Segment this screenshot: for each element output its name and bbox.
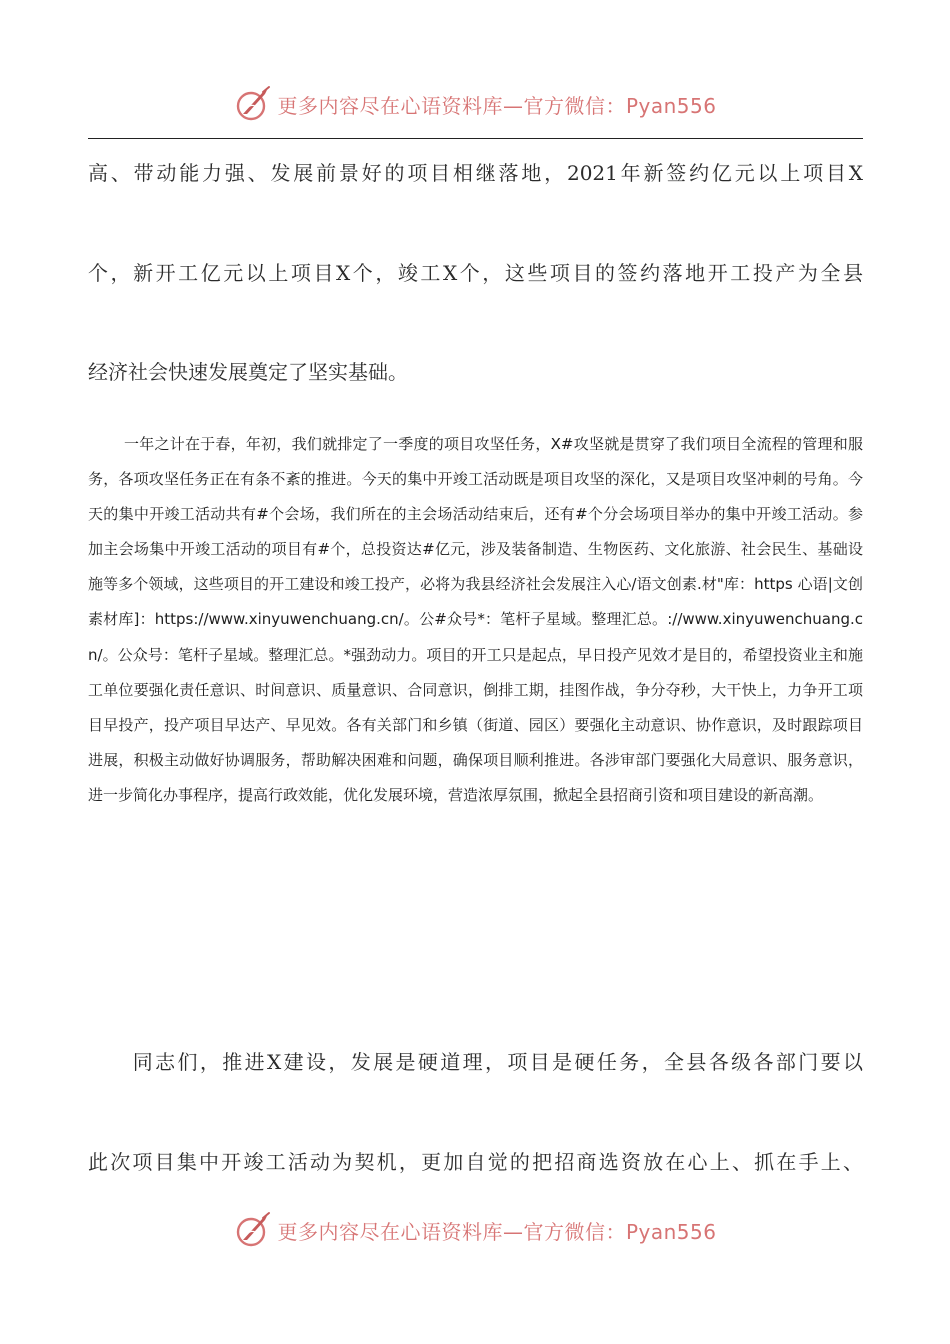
quill-pen-icon [233,1210,273,1250]
para1-line-3: 经济社会快速发展奠定了坚实基础。 [88,360,408,384]
footer-banner-text: 更多内容尽在心语资料库—官方微信：Pyan556 [277,1219,717,1244]
para3-line-2: 此次项目集中开竣工活动为契机，更加自觉的把招商选资放在心上、抓在手上、 [88,1150,863,1174]
header-banner-content [233,84,716,124]
quill-pen-icon [233,84,273,124]
header-banner [0,82,950,126]
header-banner-text: 更多内容尽在心语资料库—官方微信：Pyan556 [277,93,717,118]
footer-banner-content [233,1210,716,1250]
footer-banner [0,1208,950,1252]
body-paragraph-main: 一年之计在于春，年初，我们就排定了一季度的项目攻坚任务，X#攻坚就是贯穿了我们项目全流程的管理和服务，各项攻坚任务正在有条不紊的推进。今天的集中开竣工活动既是项目攻坚的深化，又是项目攻坚冲刺的号角。今天的集中开竣工活动共有#个会场，我们所在的主会场活动结束后，还有#个分会场项目举办的集中开竣工活动。参加主会场集中开竣工活动的项目有#个，总投资达#亿元，涉及装备制造、生物医药、文化旅游、社会民生、基础设施等多个领域，这些项目的开工建设和竣工投产，必将为我县经济社会发展注入心/语文创素.材"库：https 心语|文创素材库]：https://www.xinyuwenchuang.cn/。公#众号*：笔杆子星域。整理汇总。://www.xinyuwenchuang.cn/。公众号：笔杆子星域。整理汇总。*强劲动力。项目的开工只是起点，早日投产见效才是目的，希望投资业主和施工单位要强化责任意识、时间意识、质量意识、合同意识，倒排工期，挂图作战，争分夺秒，大干快上，力争开工项目早投产，投产项目早达产、早见效。各有关部门和乡镇（街道、园区）要强化主动意识、协作意识，及时跟踪项目进展，积极主动做好协调服务，帮助解决困难和问题，确保项目顺利推进。各涉审部门要强化大局意识、服务意识，进一步简化办事程序，提高行政效能，优化发展环境，营造浓厚氛围，掀起全县招商引资和项目建设的新高潮。 [88,435,863,804]
para3-line-1: 同志们，推进X建设，发展是硬道理，项目是硬任务，全县各级各部门要以 [88,1050,863,1074]
para1-line-1: 高、带动能力强、发展前景好的项目相继落地，2021年新签约亿元以上项目X [88,161,863,185]
para1-line-2: 个，新开工亿元以上项目X个，竣工X个，这些项目的签约落地开工投产为全县 [88,261,863,285]
header-divider [88,138,863,139]
